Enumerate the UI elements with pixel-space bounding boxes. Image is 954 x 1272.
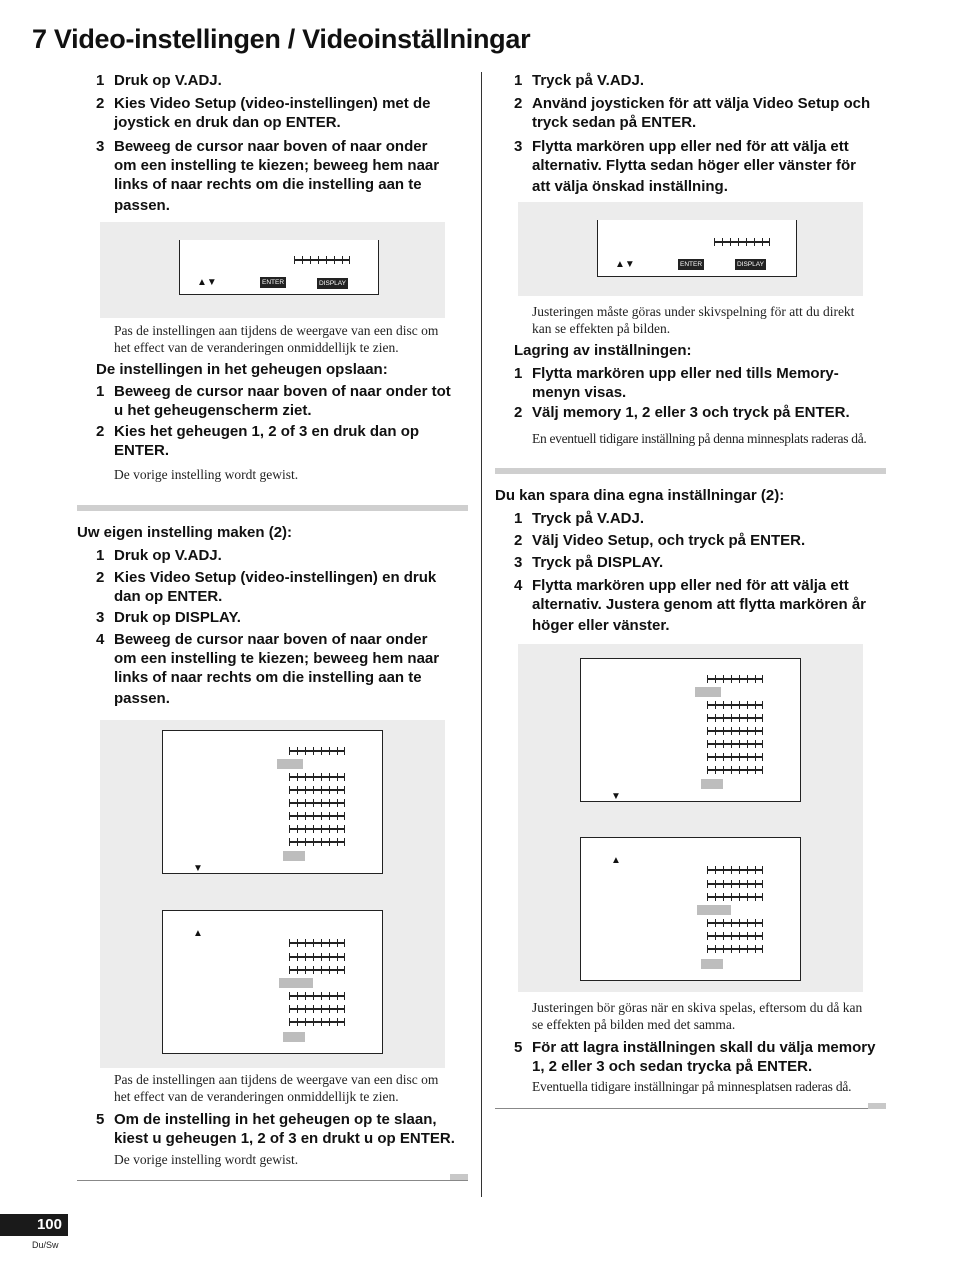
column-separator <box>481 72 482 1197</box>
adjust-slider <box>707 766 763 774</box>
right-b-step-1: 1 Tryck på V.ADJ. <box>514 510 645 527</box>
left-a-screen-panel <box>100 222 445 318</box>
left-memory-step-2: 2 Kies het geheugen 1, 2 of 3 en druk dan op ENTER. <box>96 423 420 459</box>
page-number: 100 <box>0 1214 68 1236</box>
adjust-slider <box>289 799 345 807</box>
left-b-step-4: 4 Beweeg de cursor naar boven of naar onder om een instelling te kiezen; beweeg hem naar links of naar rechts om die instelling aan te passen. <box>96 631 440 707</box>
page-title: 7 Video-instellingen / Videoinställningar <box>32 24 531 54</box>
right-b-step-4: 4 Flytta markören upp eller ned för att välja ett alternativ. Justera genom att flytta markören år höger eller vänster. <box>514 577 866 634</box>
memory-highlight <box>283 1032 305 1042</box>
adjust-slider <box>294 256 350 264</box>
scroll-up-icon: ▲ <box>193 928 203 939</box>
adjust-slider <box>714 238 770 246</box>
left-a-note: Pas de instellingen aan tijdens de weergave van een disc om het effect van de veranderingen onmiddellijk te zien. <box>114 323 439 355</box>
up-down-arrows-icon: ▲▼ <box>615 259 635 270</box>
osd-screen-page-2 <box>162 910 383 1054</box>
right-b-screen-panel <box>518 644 863 992</box>
adjust-slider <box>289 939 345 947</box>
column-end-rule <box>495 1108 886 1109</box>
memory-highlight <box>283 851 305 861</box>
column-end-marker <box>868 1103 886 1109</box>
left-b-step-2: 2 Kies Video Setup (video-instellingen) en druk dan op ENTER. <box>96 569 437 605</box>
left-memory-note: De vorige instelling wordt gewist. <box>114 467 299 482</box>
right-a-screen-panel <box>518 202 863 296</box>
adjust-slider <box>707 893 763 901</box>
osd-screen-page-2 <box>580 837 801 981</box>
adjust-slider <box>707 727 763 735</box>
selected-highlight <box>279 978 313 988</box>
right-a-step-2: 2 Använd joysticken för att välja Video Setup och tryck sedan på ENTER. <box>514 95 871 131</box>
scroll-down-icon: ▼ <box>611 791 621 802</box>
left-a-step-2: 2 Kies Video Setup (video-instellingen) met de joystick en druk dan op ENTER. <box>96 95 431 131</box>
adjust-slider <box>707 714 763 722</box>
memory-highlight <box>701 959 723 969</box>
adjust-slider <box>289 786 345 794</box>
right-b-note: Justeringen bör göras när en skiva spelas, eftersom du då kan se effekten på bilden med det samma. <box>532 1000 863 1032</box>
right-a-step-1: 1 Tryck på V.ADJ. <box>514 72 645 89</box>
scroll-up-icon: ▲ <box>611 855 621 866</box>
adjust-slider <box>289 953 345 961</box>
right-a-step-3: 3 Flytta markören upp eller ned för att välja ett alternativ. Flytta sedan höger eller vänster för att välja önskad inställning. <box>514 138 856 195</box>
left-a-step-1: 1 Druk op V.ADJ. <box>96 72 222 89</box>
osd-screen <box>597 220 797 277</box>
adjust-slider <box>289 773 345 781</box>
adjust-slider <box>707 701 763 709</box>
right-memory-heading: Lagring av inställningen: <box>514 342 692 359</box>
adjust-slider <box>289 1005 345 1013</box>
left-b-note: Pas de instellingen aan tijdens de weergave van een disc om het effect van de veranderingen onmiddellijk te zien. <box>114 1072 439 1104</box>
enter-key-label: ENTER <box>680 261 703 268</box>
adjust-slider <box>289 747 345 755</box>
adjust-slider <box>707 866 763 874</box>
right-a-note: Justeringen måste göras under skivspelning för att du direkt kan se effekten på bilden. <box>532 304 855 336</box>
left-memory-heading: De instellingen in het geheugen opslaan: <box>96 361 388 378</box>
adjust-slider <box>289 812 345 820</box>
adjust-slider <box>289 838 345 846</box>
left-memory-step-1: 1 Beweeg de cursor naar boven of naar onder tot u het geheugenscherm ziet. <box>96 383 451 419</box>
selected-highlight <box>277 759 303 769</box>
adjust-slider <box>707 945 763 953</box>
language-code: Du/Sw <box>32 1240 59 1250</box>
adjust-slider <box>289 825 345 833</box>
adjust-slider <box>707 753 763 761</box>
enter-key-label: ENTER <box>262 279 285 286</box>
left-b-step-5-note: De vorige instelling wordt gewist. <box>114 1152 299 1167</box>
right-b-heading: Du kan spara dina egna inställningar (2): <box>495 487 785 504</box>
right-b-step-2: 2 Välj Video Setup, och tryck på ENTER. <box>514 532 806 549</box>
up-down-arrows-icon: ▲▼ <box>197 277 217 288</box>
adjust-slider <box>289 966 345 974</box>
right-memory-step-2: 2 Välj memory 1, 2 eller 3 och tryck på ENTER. <box>514 404 850 421</box>
section-divider <box>495 468 886 474</box>
memory-highlight <box>701 779 723 789</box>
left-b-screen-panel <box>100 720 445 1068</box>
column-end-rule <box>77 1180 468 1181</box>
adjust-slider <box>707 880 763 888</box>
adjust-slider <box>707 919 763 927</box>
display-key-label: DISPLAY <box>319 280 346 287</box>
left-b-step-5: 5 Om de instelling in het geheugen op te slaan, kiest u geheugen 1, 2 of 3 en drukt u op ENTER. <box>96 1111 455 1147</box>
right-b-step-3: 3 Tryck på DISPLAY. <box>514 554 664 571</box>
section-divider <box>77 505 468 511</box>
column-end-marker <box>450 1174 468 1180</box>
adjust-slider <box>707 740 763 748</box>
right-b-step-5-note: Eventuella tidigare inställningar på minnesplatsen raderas då. <box>532 1079 852 1094</box>
right-b-step-5: 5 För att lagra inställningen skall du välja memory 1, 2 eller 3 och sedan trycka på ENTER. <box>514 1039 876 1075</box>
osd-screen-page-1 <box>580 658 801 802</box>
left-a-step-3: 3 Beweeg de cursor naar boven of naar onder om een instelling te kiezen; beweeg hem naar links of naar rechts om die instelling aan te passen. <box>96 138 440 214</box>
selected-highlight <box>697 905 731 915</box>
left-b-step-3: 3 Druk op DISPLAY. <box>96 609 241 626</box>
adjust-slider <box>707 675 763 683</box>
osd-screen <box>179 240 379 295</box>
adjust-slider <box>289 992 345 1000</box>
adjust-slider <box>707 932 763 940</box>
left-b-step-1: 1 Druk op V.ADJ. <box>96 547 222 564</box>
selected-highlight <box>695 687 721 697</box>
right-memory-step-1: 1 Flytta markören upp eller ned tills Memory- menyn visas. <box>514 365 839 401</box>
adjust-slider <box>289 1018 345 1026</box>
display-key-label: DISPLAY <box>737 261 764 268</box>
left-b-heading: Uw eigen instelling maken (2): <box>77 524 293 541</box>
right-memory-note: En eventuell tidigare inställning på denna minnesplats raderas då. <box>532 431 867 446</box>
scroll-down-icon: ▼ <box>193 863 203 874</box>
osd-screen-page-1 <box>162 730 383 874</box>
